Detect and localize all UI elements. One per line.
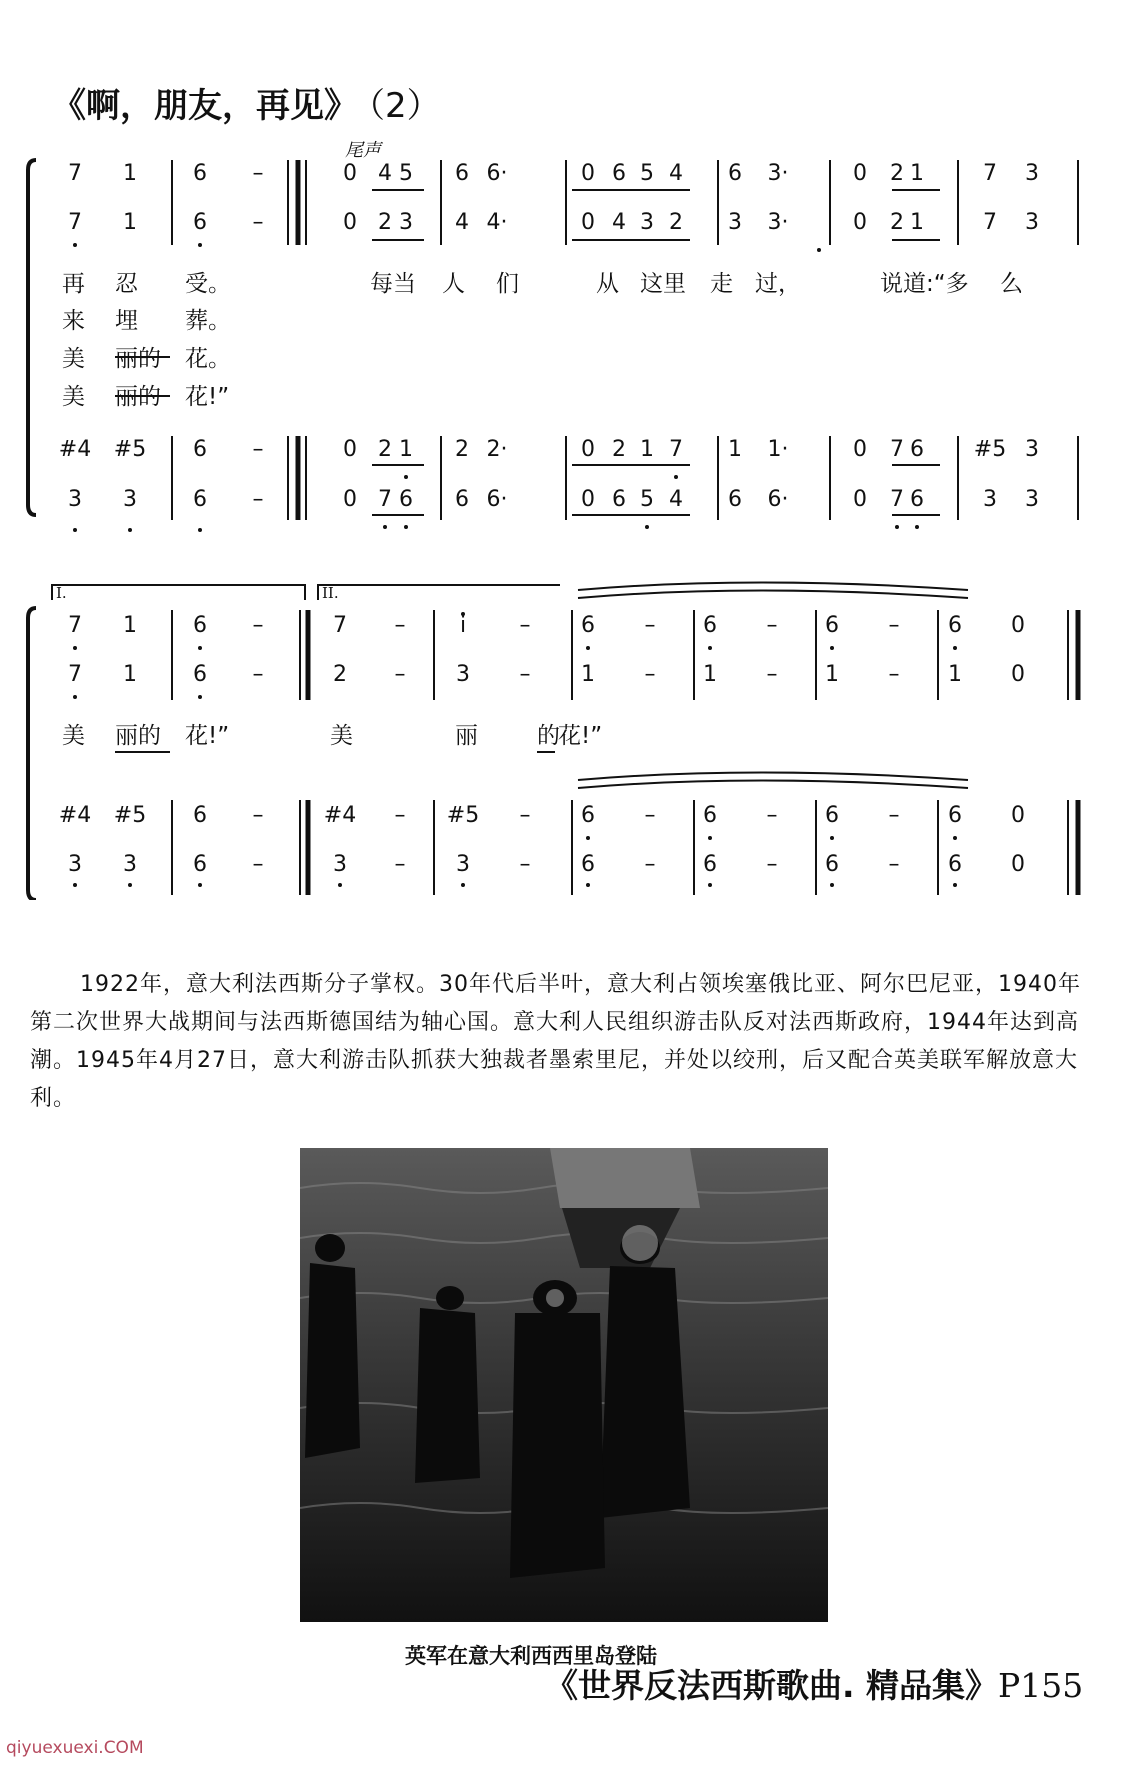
- note: 2: [890, 210, 904, 235]
- note: 6: [193, 210, 207, 235]
- lyric-word: 这里: [640, 271, 686, 297]
- note: i: [459, 613, 467, 638]
- note: 1: [581, 662, 595, 687]
- note: 7: [890, 487, 904, 512]
- note: 6: [612, 487, 626, 512]
- note: 6: [703, 803, 717, 828]
- note: 6·: [486, 487, 508, 512]
- note: 0: [343, 161, 357, 186]
- note: 7: [983, 210, 997, 235]
- note: 0: [853, 487, 867, 512]
- note: 3: [1025, 161, 1039, 186]
- note: 3: [123, 487, 137, 512]
- note: 3: [399, 210, 413, 235]
- note: 5: [640, 161, 654, 186]
- note: –: [644, 662, 656, 687]
- note: 6: [455, 487, 469, 512]
- note: 1·: [767, 437, 789, 462]
- note: 1: [123, 613, 137, 638]
- note: –: [766, 852, 778, 877]
- note: 6: [948, 852, 962, 877]
- note: 3: [1025, 210, 1039, 235]
- note: –: [252, 210, 264, 235]
- note: 0: [853, 210, 867, 235]
- note: 1: [123, 161, 137, 186]
- note: 4: [455, 210, 469, 235]
- footer-page-number: P155: [998, 1666, 1084, 1705]
- note: 6: [948, 613, 962, 638]
- note: 0: [853, 437, 867, 462]
- song-part: （2）: [368, 86, 441, 126]
- note: 2: [455, 437, 469, 462]
- note: 1: [948, 662, 962, 687]
- note: 7: [378, 487, 392, 512]
- note: #5: [113, 437, 147, 462]
- note: 0: [581, 437, 595, 462]
- note: 3: [1025, 487, 1039, 512]
- note: 2: [669, 210, 683, 235]
- note: 0: [581, 210, 595, 235]
- note: 4: [378, 161, 392, 186]
- volta-2-label: II.: [322, 584, 339, 602]
- note: 0: [853, 161, 867, 186]
- lyric-word: 说道:“多: [880, 271, 969, 297]
- note: 0: [1011, 662, 1025, 687]
- note: 0: [1011, 803, 1025, 828]
- note: –: [252, 613, 264, 638]
- note: –: [766, 613, 778, 638]
- note: 6: [193, 437, 207, 462]
- coda-label: 尾声: [345, 140, 381, 161]
- note: #5: [446, 803, 480, 828]
- footer-book-title: 《世界反法西斯歌曲. 精品集》: [545, 1666, 999, 1705]
- lyric-word: 来: [62, 308, 85, 334]
- note: #4: [323, 803, 357, 828]
- note: –: [766, 803, 778, 828]
- note: 3: [1025, 437, 1039, 462]
- note: –: [766, 662, 778, 687]
- lyric-word: 丽的: [115, 384, 161, 410]
- note: 6: [193, 161, 207, 186]
- note: 0: [581, 487, 595, 512]
- note: 6: [193, 613, 207, 638]
- note: –: [252, 487, 264, 512]
- note: 3: [456, 852, 470, 877]
- note: #5: [973, 437, 1007, 462]
- note: 7: [983, 161, 997, 186]
- note: 1: [399, 437, 413, 462]
- lyric-word: 的: [537, 723, 560, 749]
- note: 5: [399, 161, 413, 186]
- song-title: 《啊，朋友，再见》: [52, 86, 358, 126]
- note: 2: [333, 662, 347, 687]
- lyric-word: 葬。: [185, 308, 231, 334]
- lyric-word: 花!”: [185, 723, 230, 749]
- lyric-word: 从: [596, 271, 619, 297]
- note: 0: [1011, 613, 1025, 638]
- note: 1: [910, 161, 924, 186]
- note: 2: [378, 437, 392, 462]
- note: 0: [343, 210, 357, 235]
- note: 1: [728, 437, 742, 462]
- lyric-word: 人: [442, 271, 465, 297]
- note: 0: [343, 437, 357, 462]
- note: 4·: [486, 210, 508, 235]
- lyric-word: 再: [62, 271, 85, 297]
- note: –: [252, 662, 264, 687]
- note: 6: [193, 487, 207, 512]
- lyric-word: 花。: [185, 346, 231, 372]
- note: 6: [728, 161, 742, 186]
- note: –: [519, 803, 531, 828]
- note: 0: [343, 487, 357, 512]
- note: #4: [58, 803, 92, 828]
- note: 7: [890, 437, 904, 462]
- note: 6: [193, 852, 207, 877]
- photo-caption: 英军在意大利西西里岛登陆: [405, 1644, 657, 1668]
- book-footer: [545, 1660, 1083, 1707]
- note: –: [644, 613, 656, 638]
- photo-illustration: [300, 1148, 828, 1622]
- note: 6: [193, 662, 207, 687]
- note: –: [394, 852, 406, 877]
- note: –: [519, 662, 531, 687]
- note: 6: [703, 613, 717, 638]
- note: #5: [113, 803, 147, 828]
- note: 1: [123, 662, 137, 687]
- note: 2: [378, 210, 392, 235]
- note: 7: [669, 437, 683, 462]
- note: 0: [1011, 852, 1025, 877]
- note: –: [252, 803, 264, 828]
- note: 3: [983, 487, 997, 512]
- note: 7: [68, 210, 82, 235]
- watermark: qiyuexuexi.COM: [6, 1738, 144, 1758]
- note: 3: [333, 852, 347, 877]
- note: 3·: [767, 210, 789, 235]
- lyric-word: 花!”: [185, 384, 230, 410]
- note: 6·: [767, 487, 789, 512]
- lyric-word: 么: [1000, 271, 1023, 297]
- note: 6: [612, 161, 626, 186]
- note: 1: [123, 210, 137, 235]
- note: 6: [581, 852, 595, 877]
- note: 6: [703, 852, 717, 877]
- note: 2: [890, 161, 904, 186]
- note: 3: [123, 852, 137, 877]
- lyric-word: 埋: [115, 308, 138, 334]
- note: –: [394, 613, 406, 638]
- note: –: [519, 852, 531, 877]
- note: 1: [910, 210, 924, 235]
- volta-1-label: I.: [56, 584, 67, 602]
- note: 6: [581, 613, 595, 638]
- note: –: [519, 613, 531, 638]
- note: 0: [581, 161, 595, 186]
- note: –: [888, 852, 900, 877]
- note: 3: [456, 662, 470, 687]
- note: 7: [68, 662, 82, 687]
- lyric-word: 受。: [185, 271, 231, 297]
- note: –: [644, 803, 656, 828]
- lyric-word: 美: [62, 723, 85, 749]
- lyric-word: 们: [496, 271, 519, 297]
- lyric-word: 每当: [370, 271, 416, 297]
- lyric-word: 美: [330, 723, 353, 749]
- note: –: [252, 161, 264, 186]
- note: 6: [399, 487, 413, 512]
- note: 1: [825, 662, 839, 687]
- note: #4: [58, 437, 92, 462]
- note: 2·: [486, 437, 508, 462]
- note: –: [252, 852, 264, 877]
- note: 6: [728, 487, 742, 512]
- note: 6: [193, 803, 207, 828]
- note: 6: [825, 613, 839, 638]
- note: 4: [669, 161, 683, 186]
- lyric-word: 美: [62, 384, 85, 410]
- note: 3·: [767, 161, 789, 186]
- note: 6: [581, 803, 595, 828]
- note: 6: [455, 161, 469, 186]
- landing-photo: [300, 1148, 828, 1622]
- note: 7: [68, 161, 82, 186]
- note: 1: [703, 662, 717, 687]
- note: 3: [640, 210, 654, 235]
- note: 4: [612, 210, 626, 235]
- note: 6: [825, 803, 839, 828]
- lyric-word: 丽的: [115, 723, 161, 749]
- lyric-word: 忍: [115, 271, 138, 297]
- note: 6: [910, 487, 924, 512]
- lyric-word: 美: [62, 346, 85, 372]
- note: 6: [825, 852, 839, 877]
- history-paragraph: 1922年，意大利法西斯分子掌权。30年代后半叶，意大利占领埃塞俄比亚、阿尔巴尼亚，1940年第二次世界大战期间与法西斯德国结为轴心国。意大利人民组织游击队反对法西斯政府，1944年达到高潮。1945年4月27日，意大利游击队抓获大独裁者墨索里尼，并处以绞刑，后又配合英美联军解放意大利。: [30, 972, 1081, 1111]
- note: 4: [669, 487, 683, 512]
- note: 3: [68, 487, 82, 512]
- note: 5: [640, 487, 654, 512]
- note: 3: [728, 210, 742, 235]
- note: –: [644, 852, 656, 877]
- note: 3: [68, 852, 82, 877]
- note: –: [888, 803, 900, 828]
- note: –: [394, 803, 406, 828]
- note: 2: [612, 437, 626, 462]
- note: –: [888, 662, 900, 687]
- note: –: [888, 613, 900, 638]
- note: 6·: [486, 161, 508, 186]
- note: 7: [333, 613, 347, 638]
- note: –: [252, 437, 264, 462]
- note: 1: [640, 437, 654, 462]
- lyric-word: 花!”: [558, 723, 603, 749]
- note: 6: [948, 803, 962, 828]
- lyric-word: 过，: [755, 271, 801, 297]
- note: 7: [68, 613, 82, 638]
- note: 6: [910, 437, 924, 462]
- lyric-word: 走: [710, 271, 733, 297]
- lyric-word: 丽: [455, 723, 478, 749]
- note: –: [394, 662, 406, 687]
- lyric-word: 丽的: [115, 346, 161, 372]
